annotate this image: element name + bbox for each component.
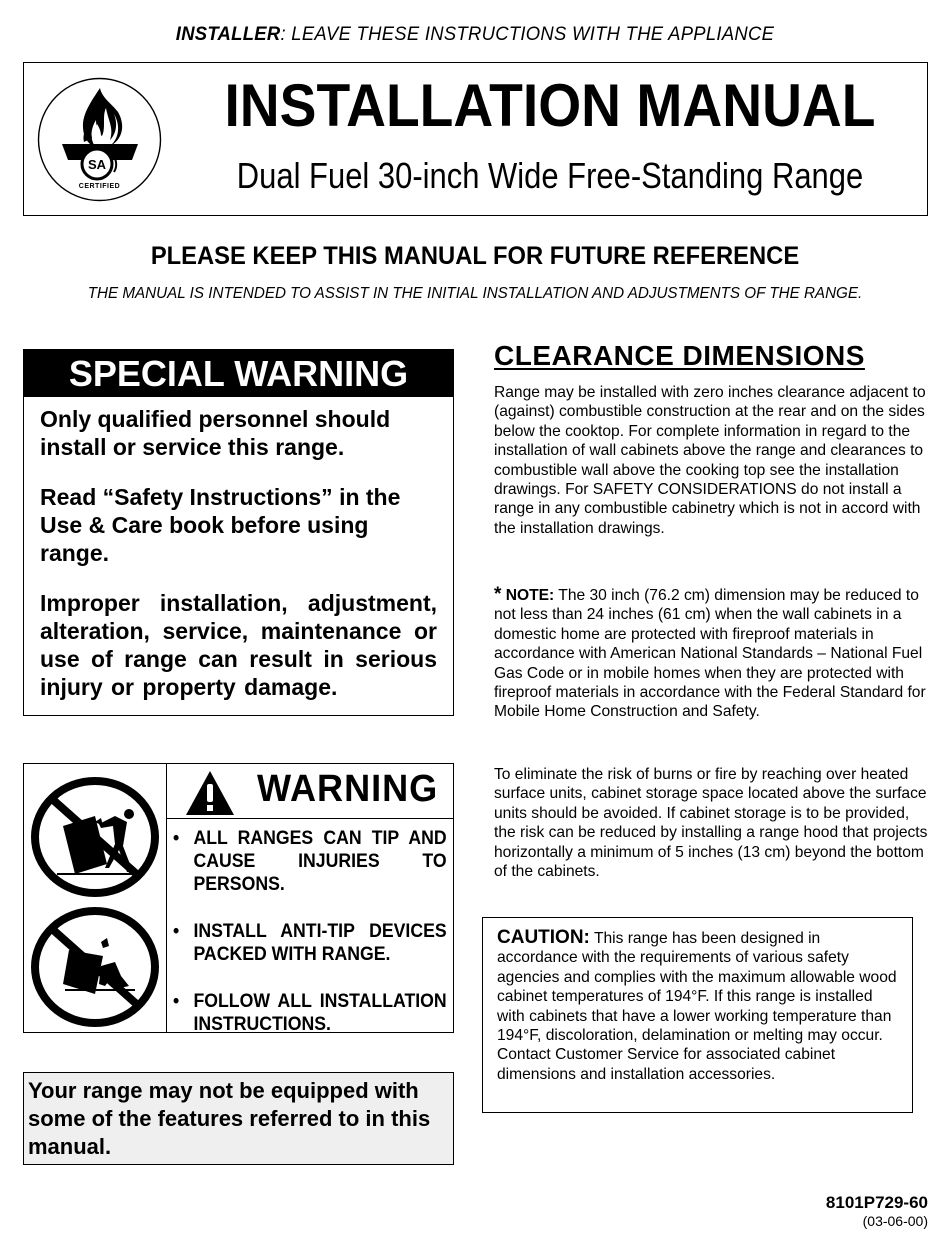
tip-warning-item [173,920,447,966]
logo-mark: SA [87,157,107,172]
note-text: The 30 inch (76.2 cm) dimension may be reduced to not less than 24 inches (61 cm) when the wall cabinets in a domestic home are protected with fireproof materials in accordance with American National Standards – National Fuel Gas Code or in mobile homes when they are protected with fireproof materials in accordance with the Federal Standard for Mobile Home Construction and Safety. [494,587,926,721]
bullet: • [173,828,180,849]
note-label: NOTE: [501,587,555,604]
tip-warning-heading: WARNING [257,768,439,810]
special-warning-paragraph: Only qualified personnel should install or service this range. [40,406,391,460]
note-asterisk: * [494,584,502,605]
features-note-box [23,1072,454,1165]
hazard-paragraph: To eliminate the risk of burns or fire by reaching over heated surface units, cabinet storage space located above the surface units should be avoided. If cabinet storage is to be provided, the risk can be reduced by installing a range hood that projects horizontally a minimum of 5 inches (13 cm) beyond the bottom of the cabinets. [494,766,928,881]
document-date: (03-06-00) [862,1213,928,1229]
tip-warning-header [167,764,453,819]
caution-text: This range has been designed in accordance with the requirements of various safety agencies and complies with the maximum allowable wood cabinet temperatures of 194°F. If this range is installed with cabinets that have a lower working temperature than 194°F, discoloration, delamination or melting may occur. Contact Customer Service for associated cabinet dimensions and installation accessories. [497,930,897,1083]
special-warning-heading: SPECIAL WARNING [24,350,453,397]
tip-warning-content [167,764,453,1035]
tip-warning-pictograms [24,764,167,1032]
special-warning-paragraph: Read “Safety Instructions” in the Use & Care book before using range. [40,484,401,566]
tip-warning-item-text: ALL RANGES CAN TIP AND CAUSE INJURIES TO PERSONS. [193,828,447,895]
tip-warning-item-text: FOLLOW ALL INSTALLATION INSTRUCTIONS. [193,991,447,1035]
installer-notice [14,24,936,46]
no-tipping-range-icon [29,776,161,898]
page-subtitle: Dual Fuel 30-inch Wide Free-Standing Range [236,155,864,196]
installer-text: LEAVE THESE INSTRUCTIONS WITH THE APPLIANCE [285,24,775,45]
clearance-dimensions-heading: CLEARANCE DIMENSIONS [494,340,865,371]
page-title: INSTALLATION MANUAL [224,72,876,139]
caution-box [482,917,913,1113]
bullet: • [173,991,180,1012]
caution-text-block [497,928,900,1084]
special-warning-body [40,405,437,723]
tip-warning-list [173,827,448,1060]
intended-notice: THE MANUAL IS INTENDED TO ASSIST IN THE INITIAL INSTALLATION AND ADJUSTMENTS OF THE RANGE. [87,285,863,302]
installer-separator: : [280,24,286,45]
csa-certified-flame-logo-icon [36,76,163,203]
tip-warning-item-text: INSTALL ANTI-TIP DEVICES PACKED WITH RANGE. [193,921,447,965]
document-number: 8101P729-60 [825,1193,928,1212]
tip-warning-item [173,990,447,1036]
warning-triangle-icon [185,770,235,816]
clearance-note [494,585,934,722]
tip-warning-box [23,763,454,1033]
special-warning-box [23,349,454,716]
tip-warning-item [173,827,447,896]
logo-caption: CERTIFIED [78,183,121,190]
special-warning-paragraph: Improper installation, adjustment, alteration, service, maintenance or use of range can result in serious injury or property damage. [40,590,437,700]
caution-label: CAUTION: [497,927,590,948]
features-note-text: Your range may not be equipped with some of the features referred to in this manual. [28,1078,431,1159]
no-tipping-range-child-icon [29,906,161,1028]
installer-label: INSTALLER [175,24,281,45]
bullet: • [173,921,180,942]
keep-manual-notice: PLEASE KEEP THIS MANUAL FOR FUTURE REFERENCE [150,242,800,270]
clearance-paragraph: Range may be installed with zero inches clearance adjacent to (against) combustible construction at the rear and on the sides below the cooktop. For complete information in regard to the installation of wall cabinets above the range and clearances to combustible wall above the cooking top see the installation drawings. For SAFETY CONSIDERATIONS do not install a range in any combustible cabinetry which is not in accord with the installation drawings. [494,384,926,537]
